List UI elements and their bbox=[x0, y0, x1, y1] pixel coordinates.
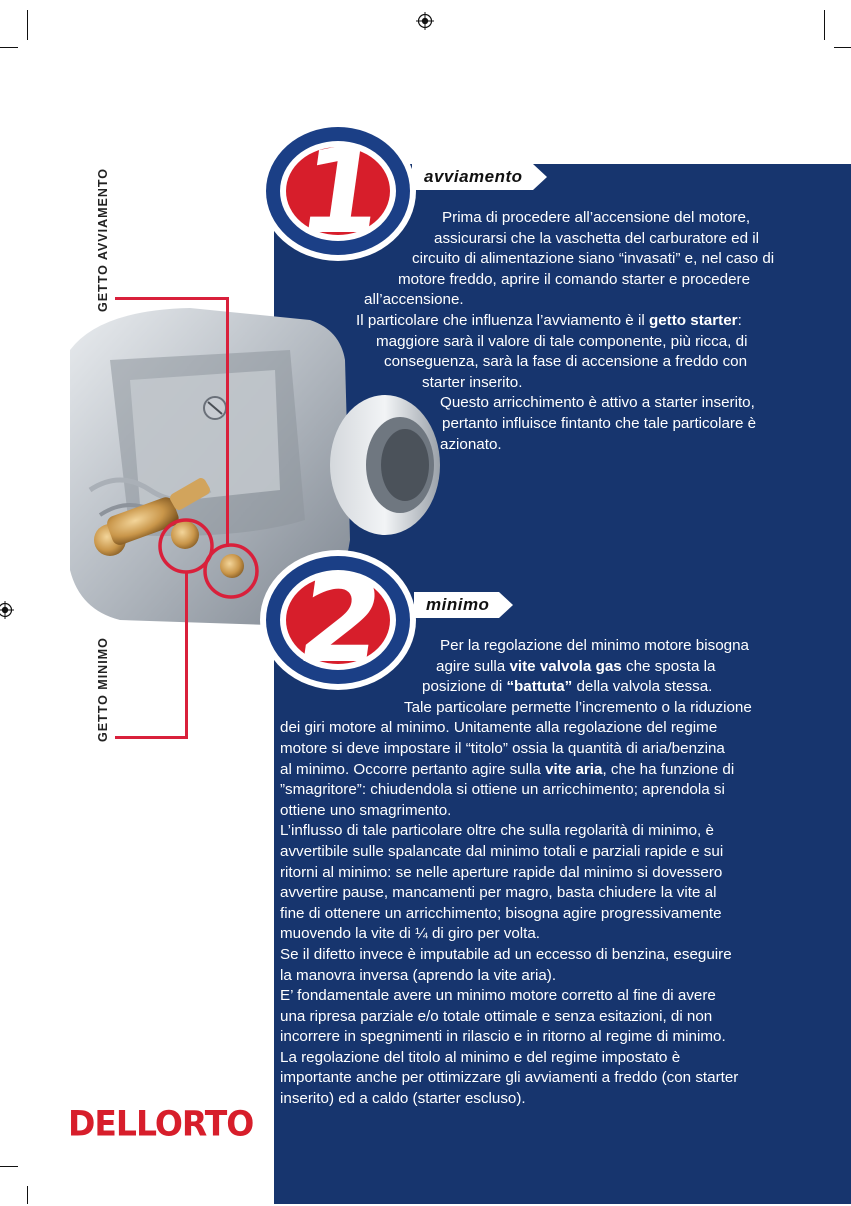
dellorto-logo: DELLORTO bbox=[68, 1103, 254, 1144]
crop-mark bbox=[834, 47, 851, 48]
label-getto-minimo: GETTO MINIMO bbox=[96, 637, 110, 742]
text-line: fine di ottenere un arricchimento; bisogna agire progressivamente bbox=[280, 904, 722, 922]
text-line: motore freddo, aprire il comando starter e procedere bbox=[398, 270, 751, 288]
section1-number: 1 bbox=[290, 122, 392, 260]
highlight-circles bbox=[150, 510, 270, 610]
text-line: pertanto influisce fintanto che tale particolare è bbox=[442, 414, 757, 432]
section1-body bbox=[0, 208, 851, 455]
text-line: ”smagritore”: chiudendola si ottiene un arricchimento; aprendola si bbox=[280, 781, 725, 799]
text-line: una ripresa parziale e/o totale ottimale e senza esitazioni, di non bbox=[280, 1007, 713, 1025]
text-line: incorrere in spegnimenti in rilascio e in ritorno al regime di minimo. bbox=[280, 1028, 726, 1046]
section2-title: minimo bbox=[414, 592, 499, 618]
text-line: avvertire pause, mancamenti per magro, basta chiudere la vite al bbox=[280, 884, 717, 902]
section2-body bbox=[0, 636, 851, 1110]
section2-number: 2 bbox=[290, 551, 392, 689]
text-line: ottiene uno smagrimento. bbox=[280, 801, 452, 819]
crop-mark bbox=[0, 47, 18, 48]
text-line: assicurarsi che la vaschetta del carburatore ed il bbox=[434, 229, 760, 247]
text-line: Prima di procedere all’accensione del motore, bbox=[442, 209, 751, 226]
text-line: circuito di alimentazione siano “invasati” e, nel caso di bbox=[412, 250, 775, 268]
crop-mark bbox=[27, 1186, 28, 1204]
text-line: Questo arricchimento è attivo a starter inserito, bbox=[440, 394, 755, 412]
text-line: maggiore sarà il valore di tale componente, più ricca, di bbox=[376, 332, 748, 350]
registration-mark-icon bbox=[0, 601, 14, 619]
text-line: all’accensione. bbox=[364, 291, 464, 309]
text-line: Se il difetto invece è imputabile ad un eccesso di benzina, eseguire bbox=[280, 945, 732, 963]
text-line: La regolazione del titolo al minimo e del regime impostato è bbox=[280, 1048, 681, 1066]
text-line: Il particolare che influenza l’avviamento è il getto starter: bbox=[356, 311, 742, 329]
text-line: importante anche per ottimizzare gli avviamenti a freddo (con starter bbox=[280, 1069, 739, 1087]
text-line: avvertibile sulle spalancate dal minimo totali e parziali rapide e sui bbox=[280, 842, 724, 860]
text-line: Tale particolare permette l’incremento o la riduzione bbox=[404, 698, 752, 716]
getto-avviamento-circle bbox=[205, 545, 257, 597]
text-line: la manovra inversa (aprendo la vite aria). bbox=[280, 966, 557, 984]
text-line: conseguenza, sarà la fase di accensione a freddo con bbox=[384, 353, 748, 371]
text-line: dei giri motore al minimo. Unitamente alla regolazione del regime bbox=[280, 719, 718, 737]
text-line: muovendo la vite di ¼ di giro per volta. bbox=[280, 925, 541, 943]
text-line: al minimo. Occorre pertanto agire sulla vite aria, che ha funzione di bbox=[280, 760, 735, 778]
text-line: inserito) ed a caldo (starter escluso). bbox=[280, 1090, 526, 1108]
registration-mark-icon bbox=[416, 12, 434, 30]
section1-title: avviamento bbox=[412, 164, 533, 190]
label-getto-avviamento: GETTO AVVIAMENTO bbox=[96, 167, 110, 312]
text-line: motore si deve impostare il “titolo” ossia la quantità di aria/benzina bbox=[280, 739, 725, 757]
crop-mark bbox=[0, 1166, 18, 1167]
crop-mark bbox=[27, 10, 28, 40]
text-line: E’ fondamentale avere un minimo motore corretto al fine di avere bbox=[280, 987, 716, 1005]
text-line: Per la regolazione del minimo motore bisogna bbox=[440, 637, 749, 654]
text-line: azionato. bbox=[440, 435, 502, 453]
text-line: posizione di “battuta” della valvola stessa. bbox=[422, 678, 713, 696]
text-line: L’influsso di tale particolare oltre che sulla regolarità di minimo, è bbox=[280, 822, 714, 840]
crop-mark bbox=[824, 10, 825, 40]
text-line: agire sulla vite valvola gas che sposta la bbox=[436, 657, 716, 675]
text-line: starter inserito. bbox=[422, 373, 523, 391]
text-line: ritorni al minimo: se nelle aperture rapide dal minimo si dovessero bbox=[280, 863, 723, 881]
